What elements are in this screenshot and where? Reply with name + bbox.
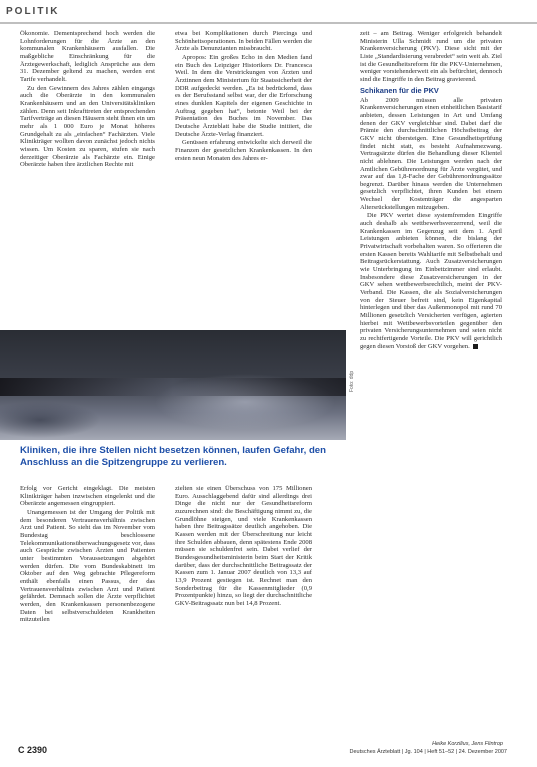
- paragraph: Apropos: Ein großes Echo in den Medien fand ein Buch des Leipziger Historikers Dr. Francesca Weil. In dem die Verstrickungen von Ärzten und Ärztinnen dem Ministerium für Staatssicherheit der DDR aufgedeckt werden. „Es ist bedrückend, dass es der Berufsstand selbst war, der die Erforschung eines dunklen Kapitels der eigenen Geschichte in Auftrag gegeben hat“, betonte Weil bei der Präsentation des Buches im November. Das Deutsche Ärzteblatt habe die Studie initiiert, die Deutsche Ärzte-Verlag finanziert.: [175, 53, 312, 138]
- article-column-2-bottom: [175, 485, 312, 757]
- paragraph: Zu den Gewinnern des Jahres zählen eingangs auch die Oberärzte in den kommunalen Krankenhäusern und an den Universitätskliniken zählen. Denn seit Inkrafttreten der entsprechenden Tarifverträge an diesen Häusern steht ihnen ein um mehr als 1 000 Euro je Monat höheres Grundgehalt zu als „einfachen“ Fachärzten. Viele Klinikträger wollten davon zunächst jedoch nichts wissen. Um Kosten zu sparen, stufen sie nach derzeitiger Oberärzte als Fachärzte ein. Einige Oberärzte haben ihre ärztlichen Rechte mit: [20, 84, 155, 169]
- end-mark-icon: [473, 344, 478, 349]
- paragraph: zielten sie einen Überschuss von 175 Millionen Euro. Ausschlaggebend dafür sind allerdings drei Dinge die nicht nur der Gesundheitsreform zuzurechnen sind: die Beschäftigung nimmt zu, die Grundlöhne steigen, und viele Krankenkassen haben ihre Beitragssätze deutlich angehoben. Die Kassen werden mit der Überschreitung nur leicht ihre Schulden abbauen, denn spätestens Ende 2008 müssen sie schuldenfrei sein. Dabei verlief der Bundesgesundheitsministerin beim Start der Kritik darüber, dass der durchschnittliche Beitragssatz der Kassen zum 1. Januar 2007 deutlich von 13,3 auf 13,9 Prozent gestiegen ist. Rechnet man den Sonderbeitrag für die Kassenmitglieder (0,9 Prozentpunkte) hinzu, so liegt der durchschnittliche GKV-Beitragssatz nun bei 14,8 Prozent.: [175, 485, 312, 607]
- article-column-2: [175, 30, 312, 340]
- article-column-3: [360, 30, 502, 760]
- section-label: POLITIK: [6, 6, 60, 17]
- paragraph: etwa bei Komplikationen durch Piercings und Schönheitsoperationen. In beiden Fällen werden die Ärzte als Denunzianten missbraucht.: [175, 30, 312, 53]
- journal-footer: Deutsches Ärzteblatt | Jg. 104 | Heft 51–52 | 24. Dezember 2007: [349, 749, 507, 755]
- paragraph: [360, 212, 502, 350]
- article-column-1-bottom: [20, 485, 155, 757]
- photo-credit: Foto: ddp: [349, 370, 355, 392]
- subheading: Schikanen für die PKV: [360, 85, 439, 95]
- paragraph: zeit – am Beitrag. Weniger erfolgreich behandelt Ministerin Ulla Schmidt rund um die privaten Krankenversicherung (PKV). Diese sicht mit der Liste „Standardisierung verabredet“ sein weit ab. Ziel ist die Gesundheitsreform für die PKV-Unternehmen, weniger vorstehenderweit ein als befürchtet, dennoch sind die Eingriffe in den Beitrag gravierend.: [360, 30, 502, 83]
- paragraph-text: Die PKV wertet diese systemfremden Eingriffe auch deshalb als wettbewerbsverzerrend, weil die Krankenkassen im Gegenzug seit dem 1. April Leistungen anbieten können, die bislang der Privatwirtschaft vorbehalten waren. So offerieren die ersten Kassen bereits Wahltarife mit Selbstbehalt und Beitragsrückerstattung. Auch Zusatzversicherungen wie Unterbringung im Einbettzimmer sind erlaubt. Insbesondere diese Zusatzversicherungen in der GKV sehen wettbewerbsrechtlich, meint der PKV-Verband. Die Kassen, die als Sozialversicherungen von der Steuer befreit sind, kein Eigenkapital hinterlegen und über das Außenmonopol mit rund 70 Millionen gesetzlich Versicherten verfügen, agierten hierbei mit Wettbewerbsvorteilen gegenüber den privaten Versicherungsunternehmen und seien nicht zu rechtfertigende Vorteile. Die PKV will gerichtlich gegen diesen Vorstoß der GKV vorgehen.: [360, 212, 502, 350]
- photo-caption: Kliniken, die ihre Stellen nicht besetzen können, laufen Gefahr, den Anschluss an die Spitzengruppe zu verlieren.: [20, 445, 326, 468]
- paragraph: Ab 2009 müssen alle privaten Krankenversicherungen einen einheitlichen Basistarif anbieten, dessen Leistungen in Art und Umfang denen der GKV vergleichbar sind. Dabei darf die Prämie den durchschnittlichen Höchstbeitrag der GKV nicht übersteigen. Eine Gesundheitsprüfung findet nicht statt, es besteht Aufnahmezwang. Vertragsärzte dürfen die Behandlung dieser Klientel nicht ablehnen. Die Leistungen werden nach der Amtlichen Gebührenordnung für Ärzte vergütet, und zwar auf das 1,8-Fache der Gebührenordnungssätze begrenzt. Darüber hinaus werden die Unternehmen gesetzlich verpflichtet, ihren Kunden bei einem Wechsel der Kostenträger die angesparten Altersrückstellungen mitzugeben.: [360, 96, 502, 211]
- photo-motion-blur: [0, 378, 346, 396]
- paragraph: Ökonomie. Dementsprechend hoch werden die Lohnforderungen für die Ärzte an den kommunalen Krankenhäusern ausfallen. Die maßgebliche Einschränkung für die Ärztegewerkschaft, lediglich Ansprüche aus dem 31. Dezember geltend zu machen, werden erst Tarife verhandelt.: [20, 30, 155, 83]
- page-header: [0, 0, 537, 22]
- article-authors: Heike Korzilius, Jens Flintrop: [432, 741, 503, 747]
- article-photo: [0, 330, 346, 440]
- paragraph: Unangemessen ist der Umgang der Politik mit dem besonderen Vertrauensverhältnis zwischen Arzt und Patient. So sieht das im November vom Bundestag beschlossene Telekommunikationsüberwachungsgesetz vor, dass auch Gespräche zwischen Ärzten und Patienten unter bestimmten Voraussetzungen abgehört werden dürfen. Die vom Bundeskabinett im Oktober auf den Weg gebrachte Pflegereform enthält ebenfalls einen Passus, der das Vertrauensverhältnis zwischen Arzt und Patient gefährdet. Demnach sollen die Ärzte verpflichtet werden, den Krankenkassen personenbezogene Daten bei selbstverschuldeten Krankheiten mitzuteilen: [20, 508, 155, 624]
- page-number: C 2390: [18, 745, 48, 755]
- header-rule: [0, 22, 537, 24]
- paragraph: Erfolg vor Gericht eingeklagt. Die meisten Klinikträger haben inzwischen eingelenkt und die Oberärzte angemessen eingruppiert.: [20, 485, 155, 508]
- article-column-1: [20, 30, 155, 340]
- paragraph: Genüssen erfahrung entwickelte sich derweil die Finanzen der gesetzlichen Krankenkassen. In den ersten neun Monaten des Jahres er-: [175, 139, 312, 162]
